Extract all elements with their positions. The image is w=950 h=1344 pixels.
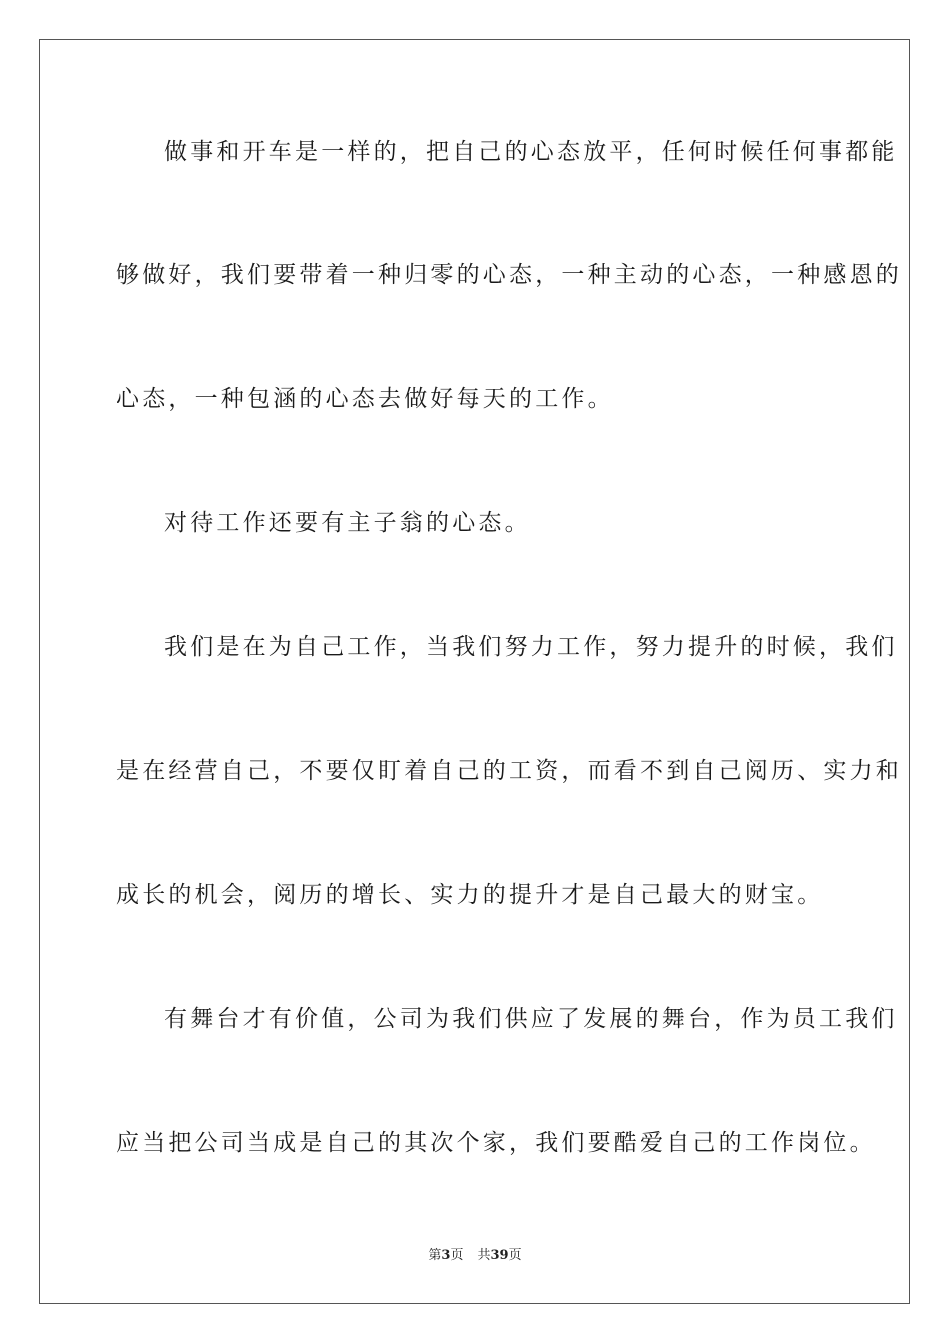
paragraph-line: 够做好，我们要带着一种归零的心态，一种主动的心态，一种感恩的 <box>116 262 902 288</box>
total-pages: 39 <box>490 1248 509 1263</box>
paragraph-line: 有舞台才有价值，公司为我们供应了发展的舞台，作为员工我们 <box>164 1006 898 1032</box>
total-prefix: 共 <box>477 1248 491 1263</box>
paragraph-line: 是在经营自己，不要仅盯着自己的工资，而看不到自己阅历、实力和 <box>116 758 902 784</box>
paragraph-line: 做事和开车是一样的，把自己的心态放平，任何时候任何事都能 <box>164 139 898 165</box>
paragraph-line: 心态，一种包涵的心态去做好每天的工作。 <box>116 386 614 412</box>
paragraph-line: 应当把公司当成是自己的其次个家，我们要酷爱自己的工作岗位。 <box>116 1130 876 1156</box>
paragraph-line: 成长的机会，阅历的增长、实力的提升才是自己最大的财宝。 <box>116 882 824 908</box>
page-suffix: 页 <box>450 1248 464 1263</box>
paragraph-line: 我们是在为自己工作，当我们努力工作，努力提升的时候，我们 <box>164 634 898 660</box>
paragraph-line: 对待工作还要有主子翁的心态。 <box>164 510 531 536</box>
page-border <box>39 39 910 1304</box>
page-number: 3 <box>441 1248 451 1263</box>
page-footer <box>0 1247 950 1265</box>
page-prefix: 第 <box>428 1248 442 1263</box>
total-suffix: 页 <box>508 1248 522 1263</box>
